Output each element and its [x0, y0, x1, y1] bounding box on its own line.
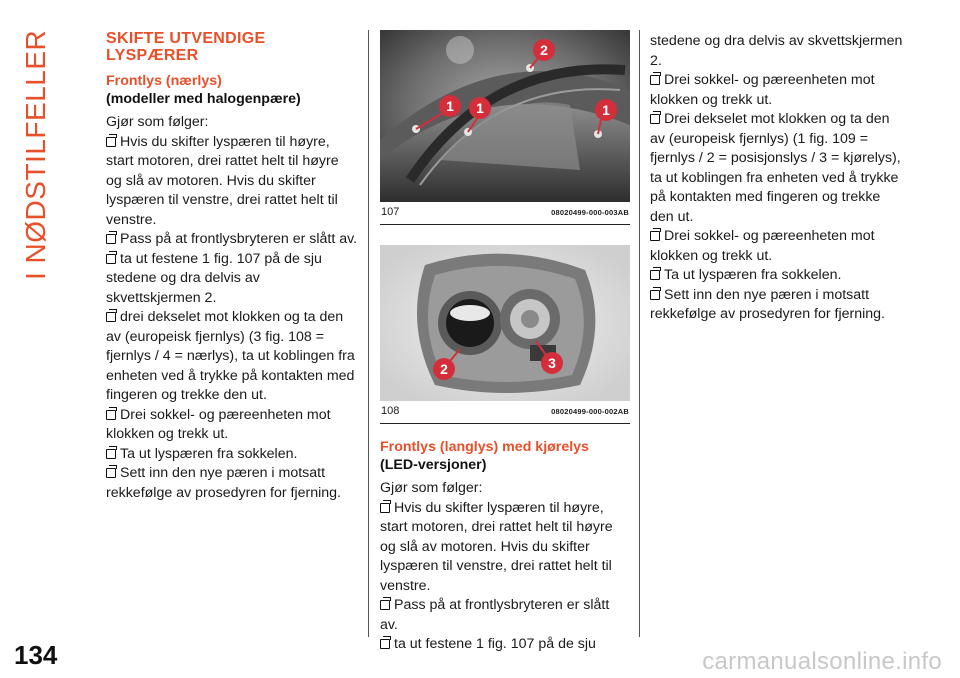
figure-code: 08020499-000-003AB	[551, 207, 629, 217]
checkbox-bullet-icon	[106, 312, 116, 322]
column-1	[106, 30, 358, 503]
step-item: drei dekselet mot klokken og ta den av (europeisk fjernlys) (3 fig. 108 = fjernlys / 4 = nærlys), ta ut koblingen fra enheten ved å trykke på kontakten med fingeren og trekke den ut.	[106, 309, 355, 403]
subheading: Frontlys (nærlys)	[106, 73, 222, 89]
subheading-detail: (modeller med halogenpære)	[106, 91, 301, 107]
step-item: Drei dekselet mot klokken og ta den av (europeisk fjernlys) (1 fig. 109 = fjernlys / 2 = posisjonslys / 3 = kjørelys), ta ut koblingen fra enheten ved å trykke på kontakten med fingeren og trekke den ut.	[650, 111, 901, 225]
figure-caption	[380, 202, 630, 224]
step-item: ta ut festene 1 fig. 107 på de sju	[380, 635, 630, 655]
column-2	[380, 30, 630, 655]
checkbox-bullet-icon	[106, 137, 116, 147]
step-item: Ta ut lyspæren fra sokkelen.	[106, 445, 358, 465]
step-item: Pass på at frontlysbryteren er slått av.	[106, 230, 358, 250]
callout-marker	[469, 97, 491, 119]
checkbox-bullet-icon	[106, 468, 116, 478]
checkbox-bullet-icon	[106, 449, 116, 459]
checkbox-bullet-icon	[650, 290, 660, 300]
figure-code: 08020499-000-002AB	[551, 406, 629, 416]
callout-marker	[541, 352, 563, 374]
step-item: Hvis du skifter lyspæren til høyre, start motoren, drei rattet helt til høyre og slå av motoren. Hvis du skifter lyspæren til venstre, drei rattet helt til venstre.	[380, 499, 613, 594]
subheading-detail: (LED-versjoner)	[380, 457, 487, 473]
checkbox-bullet-icon	[650, 231, 660, 241]
step-item: Ta ut lyspæren fra sokkelen.	[650, 266, 906, 286]
checkbox-bullet-icon	[106, 410, 116, 420]
callout-marker	[439, 95, 461, 117]
callout-marker	[533, 39, 555, 61]
figure-caption	[380, 401, 630, 423]
subheading: Frontlys (langlys) med kjørelys	[380, 439, 589, 455]
step-item: Drei sokkel- og pæreenheten mot klokken og trekk ut.	[106, 406, 331, 442]
column-3	[650, 32, 906, 325]
figure-number: 108	[381, 404, 400, 417]
svg-text:2: 2	[540, 42, 548, 58]
checkbox-bullet-icon	[650, 75, 660, 85]
continuation-text: stedene og dra delvis av skvettskjermen 2.	[650, 33, 903, 69]
chapter-side-title: I NØDSTILFELLER	[20, 30, 51, 281]
figure-number: 107	[381, 205, 400, 218]
callout-marker	[595, 99, 617, 121]
checkbox-bullet-icon	[380, 503, 390, 513]
checkbox-bullet-icon	[106, 234, 116, 244]
step-item: Sett inn den nye pæren i motsatt rekkefølge av prosedyren for fjerning.	[650, 286, 885, 322]
step-item: Drei sokkel- og pæreenheten mot klokken og trekk ut.	[650, 72, 875, 108]
svg-text:1: 1	[446, 98, 454, 114]
checkbox-bullet-icon	[650, 270, 660, 280]
intro-text: Gjør som følger:	[380, 480, 483, 496]
column-divider	[368, 30, 369, 637]
step-item: ta ut festene 1 fig. 107 på de sju stedene og dra delvis av skvettskjermen 2.	[106, 250, 322, 306]
checkbox-bullet-icon	[380, 639, 390, 649]
column-divider	[639, 30, 640, 637]
svg-text:1: 1	[602, 102, 610, 118]
wheel-arch-photo	[380, 30, 630, 202]
headlamp-rear-photo	[380, 245, 630, 401]
step-item: Pass på at frontlysbryteren er slått av.	[380, 597, 610, 633]
checkbox-bullet-icon	[380, 600, 390, 610]
svg-text:3: 3	[548, 355, 556, 371]
svg-text:1: 1	[476, 100, 484, 116]
page-number: 134	[14, 640, 58, 670]
figure-107	[380, 30, 630, 225]
figure-108	[380, 245, 630, 424]
checkbox-bullet-icon	[106, 254, 116, 264]
watermark: carmanualsonline.info	[702, 648, 942, 675]
intro-text: Gjør som følger:	[106, 114, 209, 130]
svg-text:2: 2	[440, 361, 448, 377]
callout-marker	[433, 358, 455, 380]
step-item: Sett inn den nye pæren i motsatt rekkefølge av prosedyren for fjerning.	[106, 465, 341, 501]
step-item: Hvis du skifter lyspæren til høyre, start motoren, drei rattet helt til høyre og slå av motoren. Hvis du skifter lyspæren til venstre, drei rattet helt til venstre.	[106, 133, 339, 228]
step-item: Drei sokkel- og pæreenheten mot klokken og trekk ut.	[650, 228, 875, 264]
checkbox-bullet-icon	[650, 114, 660, 124]
section-heading: SKIFTE UTVENDIGE LYSPÆRER	[106, 30, 266, 64]
